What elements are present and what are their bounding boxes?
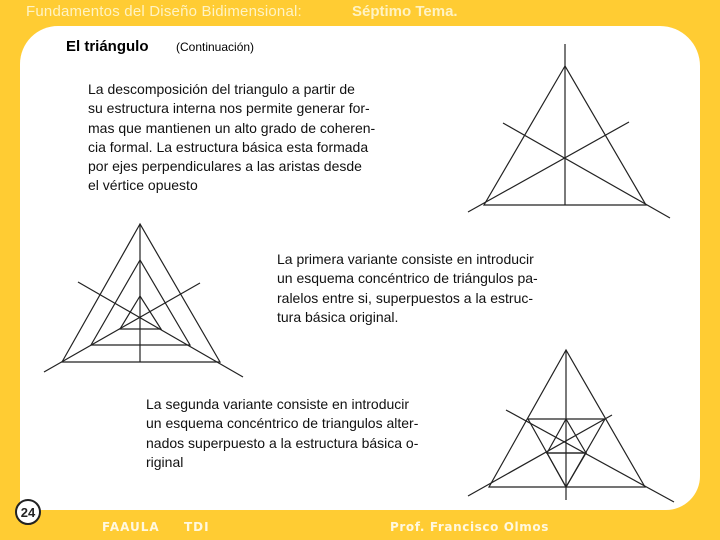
triangle-basic-structure xyxy=(468,44,670,218)
triangle-concentric-variant xyxy=(44,224,243,377)
footer-author: Prof. Francisco Olmos xyxy=(390,520,549,534)
footer-school: FAAULA xyxy=(102,520,160,534)
circled-number-logo-icon xyxy=(14,498,44,528)
paragraph-variant-two: La segunda variante consiste en introducir un esquema concéntrico de triangulos alter- nados superpuesto a la estructura básica o- riginal xyxy=(146,396,419,470)
paragraph-variant-one: La primera variante consiste en introducir un esquema concéntrico de triángulos pa- ralelos entre si, superpuestos a la estruc- tura básica original. xyxy=(277,251,538,325)
logo-number: 24 xyxy=(20,505,36,520)
slide-title: El triángulo xyxy=(66,38,149,55)
triangle-alternating-variant xyxy=(468,350,674,502)
paragraph-structure: La descomposición del triangulo a partir de su estructura interna nos permite generar for- mas que mantienen un alto grado de coheren- cia formal. La estructura básica esta formada por ejes perpendiculares a las aristas desde el vértice opuesto xyxy=(88,81,376,194)
slide-subtitle: (Continuación) xyxy=(176,40,255,54)
footer-dept: TDI xyxy=(184,520,210,534)
topic-title: Séptimo Tema. xyxy=(352,3,458,20)
course-title: Fundamentos del Diseño Bidimensional: xyxy=(26,3,302,20)
